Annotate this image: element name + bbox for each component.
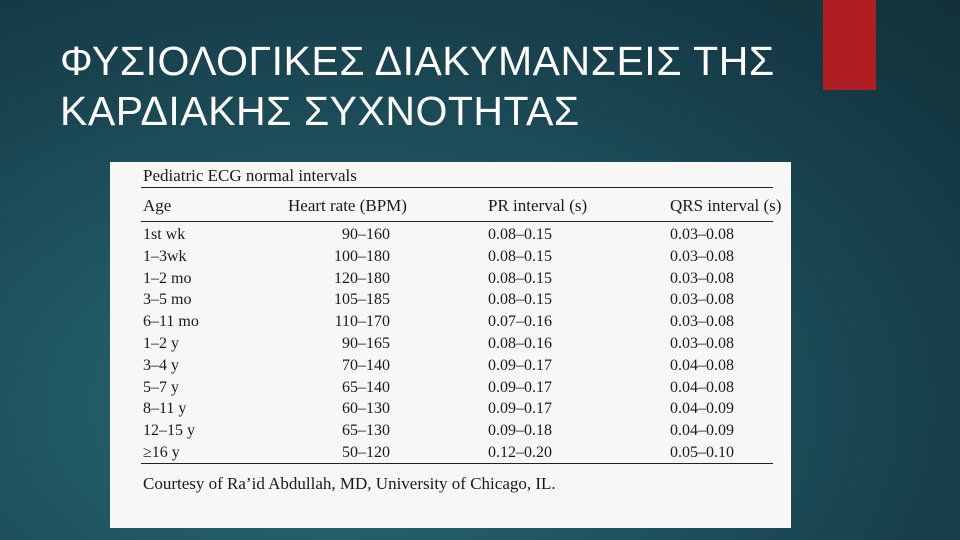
cell-pr: 0.09–0.17 — [488, 356, 552, 374]
cell-age: 1–2 mo — [143, 269, 192, 287]
cell-pr: 0.08–0.16 — [488, 334, 552, 352]
cell-pr: 0.08–0.15 — [488, 291, 552, 309]
table-row — [110, 268, 791, 290]
table-row — [110, 398, 791, 420]
table-row — [110, 355, 791, 377]
cell-pr: 0.08–0.15 — [488, 226, 552, 243]
table-row — [110, 377, 791, 399]
cell-qrs: 0.04–0.09 — [670, 400, 734, 418]
table-row — [110, 333, 791, 355]
accent-bar — [823, 0, 876, 90]
cell-heart-rate: 100–180 — [334, 247, 390, 265]
cell-age: 5–7 y — [143, 378, 179, 396]
cell-pr: 0.08–0.15 — [488, 269, 552, 287]
table-row — [110, 311, 791, 333]
slide-title-line-1: ΦΥΣΙΟΛΟΓΙΚΕΣ ΔΙΑΚΥΜΑΝΣΕΙΣ ΤΗΣ — [60, 38, 775, 84]
ecg-table-image — [110, 162, 791, 528]
cell-age: 3–4 y — [143, 356, 179, 374]
cell-heart-rate: 120–180 — [334, 269, 390, 287]
slide-title — [60, 36, 775, 136]
cell-pr: 0.09–0.18 — [488, 422, 552, 440]
cell-age: 12–15 y — [143, 422, 195, 440]
cell-age: 1–2 y — [143, 334, 179, 352]
table-top-rule — [141, 187, 773, 188]
cell-qrs: 0.03–0.08 — [670, 247, 734, 265]
cell-qrs: 0.03–0.08 — [670, 313, 734, 331]
cell-pr: 0.08–0.15 — [488, 247, 552, 265]
cell-age: ≥16 y — [143, 443, 180, 461]
cell-qrs: 0.04–0.08 — [670, 356, 734, 374]
header-rule — [141, 221, 773, 222]
cell-qrs: 0.04–0.09 — [670, 422, 734, 440]
table-caption: Pediatric ECG normal intervals — [143, 166, 357, 185]
header-heart-rate: Heart rate (BPM) — [288, 196, 407, 215]
cell-age: 8–11 y — [143, 400, 187, 418]
header-pr-interval: PR interval (s) — [488, 196, 588, 215]
cell-pr: 0.12–0.20 — [488, 443, 552, 461]
table-row — [110, 246, 791, 268]
cell-qrs: 0.03–0.08 — [670, 226, 734, 243]
cell-heart-rate: 50–120 — [342, 443, 390, 461]
table-row — [110, 289, 791, 311]
cell-qrs: 0.04–0.08 — [670, 378, 734, 396]
slide-title-line-2: ΚΑΡΔΙΑΚΗΣ ΣΥΧΝΟΤΗΤΑΣ — [60, 88, 580, 134]
cell-age: 1–3wk — [143, 247, 187, 265]
cell-age: 1st wk — [143, 226, 186, 243]
table-row — [110, 224, 791, 246]
table-bottom-rule — [141, 463, 773, 464]
header-qrs-interval: QRS interval (s) — [670, 196, 782, 215]
cell-heart-rate: 65–130 — [342, 422, 390, 440]
table-row — [110, 442, 791, 464]
cell-qrs: 0.03–0.08 — [670, 269, 734, 287]
cell-heart-rate: 60–130 — [342, 400, 390, 418]
cell-heart-rate: 110–170 — [334, 313, 390, 331]
cell-qrs: 0.03–0.08 — [670, 334, 734, 352]
cell-heart-rate: 65–140 — [342, 378, 390, 396]
cell-pr: 0.07–0.16 — [488, 313, 552, 331]
cell-heart-rate: 70–140 — [342, 356, 390, 374]
cell-qrs: 0.05–0.10 — [670, 443, 734, 461]
cell-pr: 0.09–0.17 — [488, 378, 552, 396]
cell-heart-rate: 90–160 — [342, 226, 390, 243]
table-body — [110, 224, 791, 464]
cell-qrs: 0.03–0.08 — [670, 291, 734, 309]
table-row — [110, 420, 791, 442]
cell-age: 6–11 mo — [143, 313, 199, 331]
cell-age: 3–5 mo — [143, 291, 192, 309]
cell-heart-rate: 90–165 — [342, 334, 390, 352]
cell-pr: 0.09–0.17 — [488, 400, 552, 418]
cell-heart-rate: 105–185 — [334, 291, 390, 309]
header-age: Age — [143, 196, 172, 215]
table-footnote: Courtesy of Ra’id Abdullah, MD, University of Chicago, IL. — [143, 474, 556, 493]
